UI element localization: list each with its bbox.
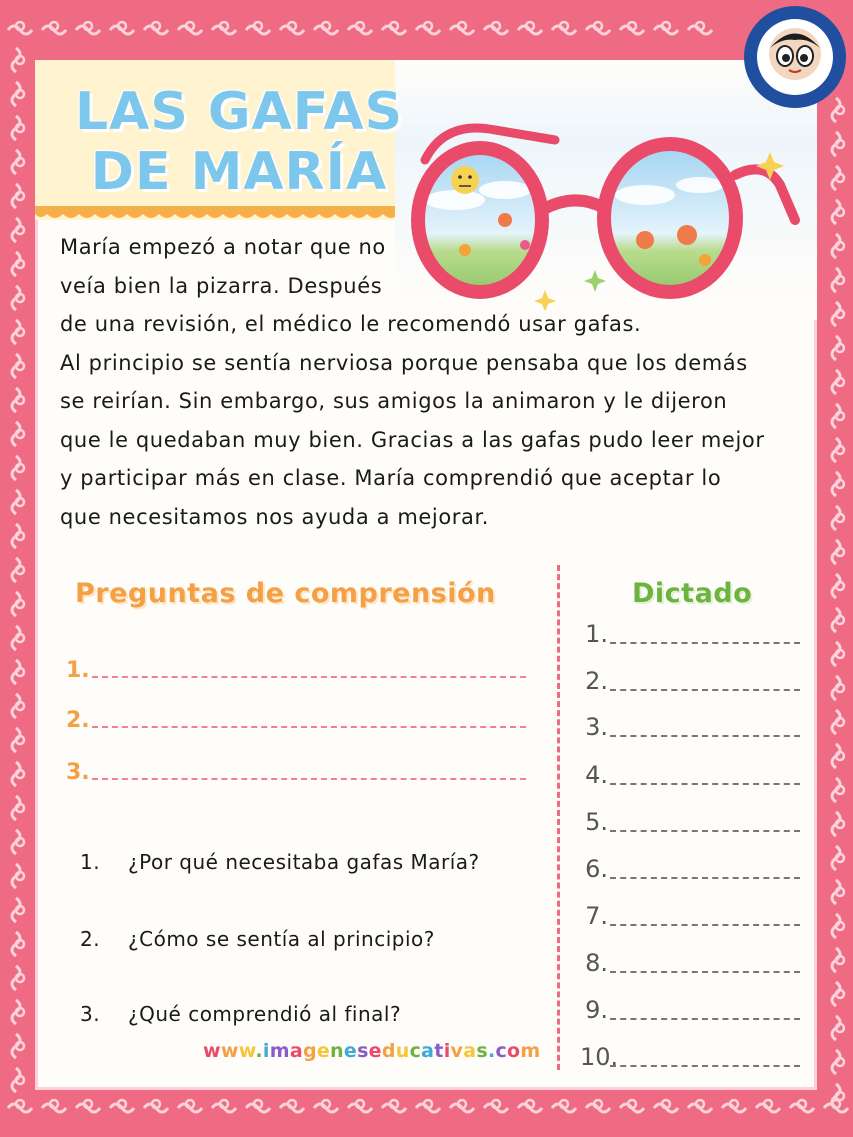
dictation-number: 5. [585, 808, 608, 836]
question-item [80, 927, 435, 951]
question-item [80, 850, 480, 874]
dictation-row[interactable] [580, 855, 800, 885]
answer-number: 1. [66, 658, 90, 683]
story-line: se reirían. Sin embargo, sus amigos la animaron y le dijeron [60, 389, 728, 413]
dictation-blank[interactable] [610, 924, 800, 926]
title-line-1: LAS GAFAS [74, 82, 404, 142]
answer-line-1[interactable] [66, 658, 526, 688]
comprehension-heading: Preguntas de comprensión [75, 578, 496, 609]
question-text: ¿Cómo se sentía al principio? [128, 927, 435, 951]
question-number: 3. [80, 1002, 101, 1026]
question-number: 2. [80, 927, 101, 951]
question-item [80, 1002, 401, 1026]
cartoon-kid-logo-icon [742, 4, 848, 110]
story-line: y participar más en clase. María comprendió que aceptar lo [60, 466, 722, 490]
title-line-2: DE MARÍA [90, 142, 388, 202]
story-line: que le quedaban muy bien. Gracias a las gafas pudo leer mejor [60, 427, 765, 452]
dictation-row[interactable] [580, 761, 800, 791]
dictation-row[interactable] [580, 667, 800, 697]
answer-line-3[interactable] [66, 760, 526, 790]
dictation-number: 4. [585, 761, 608, 789]
answer-blank[interactable] [92, 676, 526, 678]
dictation-number: 10. [580, 1043, 619, 1071]
dictation-blank[interactable] [610, 877, 800, 879]
story-line: que necesitamos nos ayuda a mejorar. [60, 504, 490, 529]
question-text: ¿Qué comprendió al final? [128, 1002, 402, 1026]
dictation-blank[interactable] [610, 735, 800, 737]
story-line: Al principio se sentía nerviosa porque pensaba que los demás [60, 350, 748, 375]
dictation-blank[interactable] [610, 642, 800, 644]
dictation-blank[interactable] [610, 971, 800, 973]
answer-number: 2. [66, 708, 90, 733]
answer-line-2[interactable] [66, 708, 526, 738]
dictation-number: 1. [585, 620, 608, 648]
footer-url[interactable]: www.imageneseducativas.com [203, 1040, 541, 1062]
dictation-row[interactable] [580, 902, 800, 932]
dictation-row[interactable] [580, 713, 800, 743]
dictation-number: 2. [585, 667, 608, 695]
page-title [64, 82, 414, 202]
dictation-blank[interactable] [610, 830, 800, 832]
story-line: de una revisión, el médico le recomendó usar gafas. [60, 312, 642, 336]
dictation-row[interactable] [580, 996, 800, 1026]
column-divider [557, 565, 560, 1070]
dictation-blank[interactable] [610, 1018, 800, 1020]
question-text: ¿Por qué necesitaba gafas María? [128, 850, 480, 874]
dictation-blank[interactable] [610, 783, 800, 785]
dictation-number: 6. [585, 855, 608, 883]
story-line: veía bien la pizarra. Después [60, 273, 383, 298]
dictation-blank[interactable] [610, 689, 800, 691]
answer-blank[interactable] [92, 778, 526, 780]
dictation-number: 9. [585, 996, 608, 1024]
dictation-row[interactable] [580, 620, 800, 650]
dictation-number: 7. [585, 902, 608, 930]
story-line: María empezó a notar que no [60, 235, 386, 259]
answer-blank[interactable] [92, 726, 526, 728]
question-number: 1. [80, 850, 101, 874]
dictation-number: 8. [585, 949, 608, 977]
answer-number: 3. [66, 760, 90, 785]
dictation-number: 3. [585, 713, 608, 741]
story-text [60, 228, 810, 536]
dictation-row[interactable] [580, 808, 800, 838]
title-band-scalloped-edge [35, 206, 415, 224]
dictation-blank[interactable] [610, 1065, 800, 1067]
dictation-heading: Dictado [632, 578, 753, 609]
dictation-row[interactable] [580, 1043, 800, 1073]
dictation-row[interactable] [580, 949, 800, 979]
